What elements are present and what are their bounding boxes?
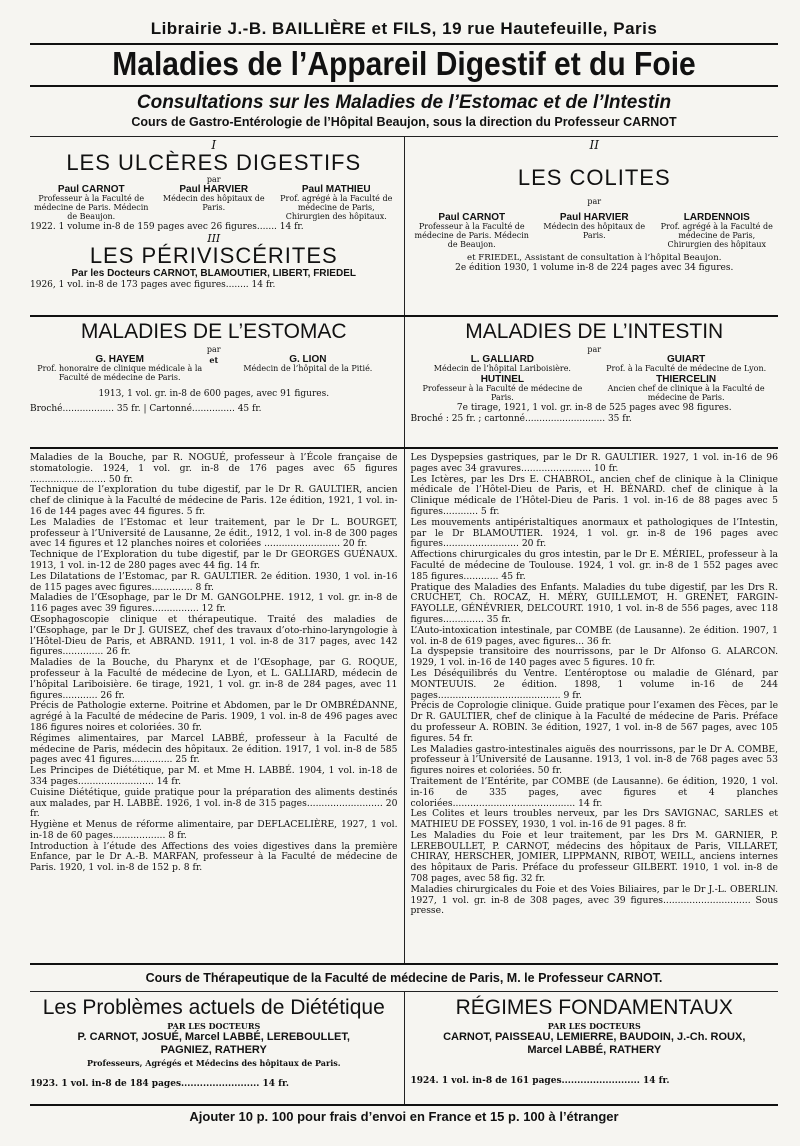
list-item: Les Principes de Diététique, par M. et Mme H. LABBÉ. 1904, 1 vol. in-18 de 334 pages.......................... 14 fr. — [30, 765, 398, 787]
colites-pub: 2e édition 1930, 1 volume in-8 de 224 pages avec 34 figures. — [455, 262, 734, 273]
list-item: Précis de Pathologie externe. Poitrine et Abdomen, par le Dr OMBRÉDANNE, agrégé à la Faculté de médecine de Paris. 1909, 1 vol. in-8 de 496 pages avec 186 figures noires et coloriées. 30 fr. — [30, 700, 398, 733]
list-item: Précis de Coprologie clinique. Guide pratique pour l’examen des Fèces, par le Dr R. GAULTIER, chef de clinique à la Faculté de médecine de Paris. Préface du professeur A. ROBIN. 3e édition, 1927, 1 vol. in-8 de 567 pages, avec 105 figures. 54 fr. — [410, 700, 778, 744]
regimes-authors: CARNOT, PAISSEAU, LEMIERRE, BAUDOIN, J.-Ch. ROUX, Marcel LABBÉ, RATHERY — [443, 1031, 746, 1057]
list-item: Technique de l’exploration du tube digestif, par le Dr R. GAULTIER, ancien chef de clinique à la Faculté de médecine de Paris. 12e édition, 1921, 1 vol. in-16 de 144 pages avec 44 figures. 5 fr. — [30, 484, 398, 517]
ulceres-authors — [30, 184, 398, 221]
et-label: et — [209, 355, 219, 366]
author: Paul MATHIEU Prof. agrégé à la Faculté de médecine de Paris, Chirurgien des hôpitaux. — [280, 184, 393, 221]
author: GUIART Prof. à la Faculté de médecine de Lyon. — [606, 354, 767, 374]
list-item: Les mouvements antipéristaltiques anormaux et pathologiques de l’Intestin, par le Dr BLAMOUTIER. 1924, 1 vol. gr. in-8 de 196 pages avec figures.......................... 20 fr. — [410, 516, 778, 550]
problemes-pub: 1923. 1 vol. in-8 de 184 pages......................... 14 fr. — [30, 1078, 290, 1089]
problemes-authors: P. CARNOT, JOSUÉ, Marcel LABBÉ, LEREBOULLET, PAGNIEZ, RATHERY — [77, 1031, 350, 1057]
estomac-title: MALADIES DE L’ESTOMAC — [80, 320, 347, 343]
author: G. LION Médecin de l’hôpital de la Pitié. — [243, 354, 373, 374]
par-label: PAR LES DOCTEURS — [167, 1021, 261, 1031]
regimes-pub: 1924. 1 vol. in-8 de 161 pages......................... 14 fr. — [410, 1076, 670, 1087]
right-list — [404, 449, 779, 963]
regimes-block — [404, 992, 779, 1104]
list-item: Cuisine Diététique, guide pratique pour la préparation des aliments destinés aux malades, par H. LABBÉ. 1926, 1 vol. in-8 de 315 pages.......................... 20 fr. — [30, 786, 398, 820]
intestin-price: Broché : 25 fr. ; cartonné............................ 35 fr. — [410, 413, 632, 424]
list-item: Affections chirurgicales du gros intestin, par le Dr E. MÉRIEL, professeur à la Faculté de médecine de Toulouse. 1924, 1 vol. gr. in-8 de 1 552 pages avec 185 figures............ 45 fr. — [410, 549, 778, 582]
par-label: par — [206, 345, 221, 354]
par-label: par — [587, 197, 602, 206]
author: THIERCELIN Ancien chef de clinique à la Faculté de médecine de Paris. — [607, 374, 765, 402]
ulceres-pub: 1922. 1 volume in-8 de 159 pages avec 26 figures....... 14 fr. — [30, 221, 304, 232]
list-item: Les Déséquilibrés du Ventre. L’entéroptose ou maladie de Glénard, par MONTEUUIS. 2e édition. 1898, 1 volume in-16 de 244 pages.......................................... 9 fr. — [410, 667, 778, 701]
subtitle: Consultations sur les Maladies de l’Estomac et de l’Intestin — [136, 92, 672, 113]
list-item: Introduction à l’étude des Affections des voies digestives dans la première Enfance, par le Dr A.-B. MARFAN, professeur à la Faculté de médecine de Paris. 1920, 1 vol. in-8 de 152 p. 8 fr. — [30, 840, 398, 874]
par-label: par — [587, 345, 602, 354]
author: Paul CARNOT Professeur à la Faculté de médecine de Paris. Médecin de Beaujon. — [414, 212, 529, 249]
list-item: Les Ictères, par les Drs E. CHABROL, ancien chef de clinique à la Clinique médicale de l’Hôtel-Dieu de Paris, et H. BÉNARD. chef de clinique à la Clinique médicale de l’Hôtel-Dieu de Paris. 1 vol. in-16 de 88 pages avec 5 figures............ 5 fr. — [410, 473, 778, 517]
course-line: Cours de Gastro-Entérologie de l’Hôpital Beaujon, sous la direction du Professeur CARNOT — [131, 115, 677, 129]
list-item: Maladies de la Bouche, du Pharynx et de l’Œsophage, par G. ROQUE, professeur à la Faculté de médecine de Lyon, et L. GALLIARD, médecin de l’hôpital Lariboisière. 6e tirage, 1921, 1 vol. gr. in-8 de 284 pages, avec 11 figures............ 26 fr. — [30, 657, 398, 701]
publisher-line: Librairie J.-B. BAILLIÈRE et FILS, 19 rue Hautefeuille, Paris — [150, 19, 658, 38]
left-list — [30, 449, 404, 963]
problemes-block — [30, 992, 404, 1104]
list-item: Technique de l’Exploration du tube digestif, par le Dr GEORGES GUÉNAUX. 1913, 1 vol. in-12 de 280 pages avec 44 fig. 14 fr. — [30, 549, 398, 571]
footer-note: Ajouter 10 p. 100 pour frais d’envoi en France et 15 p. 100 à l’étranger — [189, 1109, 619, 1124]
list-item: Les Colites et leurs troubles nerveux, par les Drs SAVIGNAC, SARLES et MATHIEU DE FOSSEY, 1930, 1 vol. in-16 de 91 pages. 8 fr. — [410, 808, 778, 831]
ulceres-title: LES ULCÈRES DIGESTIFS — [66, 150, 362, 175]
intestin-authors-1 — [411, 354, 779, 374]
page — [30, 18, 778, 1138]
author: HUTINEL Professeur à la Faculté de médecine de Paris. — [422, 374, 583, 402]
list-item: Œsophagoscopie clinique et thérapeutique. Traité des maladies de l’Œsophage, par le Dr J. GUISEZ, chef des travaux d’oto-rhino-laryngologie à l’Hôtel-Dieu de Paris, et ABRAND. 1911, 1 vol. in-8 de 317 pages, avec 142 figures.............. 26 fr. — [30, 613, 398, 658]
list-item: Pratique des Maladies des Enfants. Maladies du tube digestif, par les Drs R. CRUCHET, Ch. ROCAZ, H. MÉRY, GUILLEMOT, H. GRENET, FARGIN-FAYOLLE, GÉNÉVRIER, DELCOURT. 1910, 1 vol. in-8 de 556 pages, avec 118 figures.............. 35 fr. — [410, 581, 778, 625]
therapeutique-line: Cours de Thérapeutique de la Faculté de médecine de Paris, M. le Professeur CARNOT. — [145, 971, 663, 985]
estomac-block — [30, 317, 404, 447]
list-item: Hygiène et Menus de réforme alimentaire, par DEFLACELIÈRE, 1927, 1 vol. in-18 de 60 pages.................. 8 fr. — [30, 819, 398, 841]
problemes-title: Les Problèmes actuels de Diététique — [42, 996, 385, 1019]
colites-authors — [411, 212, 779, 249]
par-label: PAR LES DOCTEURS — [547, 1021, 641, 1031]
list-item: Traitement de l’Entérite, par COMBE (de Lausanne). 6e édition, 1920, 1 vol. in-16 de 335 pages, avec figures et 4 planches coloriées.......................................... 14 fr. — [410, 775, 778, 809]
list-item: Maladies de la Bouche, par R. NOGUÉ, professeur à l’École française de stomatologie. 1924, 1 vol. gr. in-8 de 176 pages avec 65 figures .......................... 50 fr. — [30, 452, 398, 485]
list-item: Les Dyspepsies gastriques, par le Dr R. GAULTIER. 1927, 1 vol. in-16 de 96 pages avec 34 gravures........................ 10 fr. — [410, 452, 778, 474]
list-item: Les Dilatations de l’Estomac, par R. GAULTIER. 2e édition. 1930, 1 vol. in-16 de 115 pages avec figures.............. 8 fr. — [30, 570, 398, 593]
main-title: Maladies de l’Appareil Digestif et du Foie — [112, 46, 696, 83]
list-item: Régimes alimentaires, par Marcel LABBÉ, professeur à la Faculté de médecine de Paris, médecin des hôpitaux. 2e édition. 1917, 1 vol. in-8 de 585 pages avec 41 figures.............. 25 fr. — [30, 732, 398, 766]
list-item: Les Maladies gastro-intestinales aiguës des nourrissons, par le Dr A. COMBE, professeur à l’Université de Lausanne. 1913, 1 vol. in-8 de 768 pages avec 53 figures noires et coloriées. 50 fr. — [410, 743, 778, 777]
estomac-price: Broché.................. 35 fr. | Cartonné............... 45 fr. — [30, 404, 262, 414]
intestin-pub: 7e tirage, 1921, 1 vol. gr. in-8 de 525 pages avec 98 figures. — [456, 402, 732, 413]
par-label: par — [206, 175, 221, 184]
intestin-block — [404, 317, 779, 447]
list-item: Les Maladies de l’Estomac et leur traitement, par le Dr L. BOURGET, professeur à l’Université de Lausanne, 2e édit., 1912, 1 vol. in-8 de 300 pages avec 14 figures et 12 planches noires et coloriées .......................... 20 fr. — [30, 516, 398, 550]
list-item: Les Maladies du Foie et leur traitement, par les Drs M. GARNIER, P. LEREBOULLET, P. CARNOT, médecins des hôpitaux de Paris, VILLARET, CHIRAY, HERSCHER, JOMIER, LIPPMANN, RIBOT, WEILL, anciens internes des hôpitaux de Paris. Préface du professeur GILBERT. 1910, 1 vol. in-8 de 708 pages, avec 58 fig. 32 fr. — [410, 829, 778, 885]
author: LARDENNOIS Prof. agrégé à la Faculté de médecine de Paris, Chirurgien des hôpitaux — [660, 212, 773, 249]
estomac-authors — [30, 354, 398, 383]
colites-title: LES COLITES — [517, 165, 671, 190]
author: L. GALLIARD Médecin de l’hôpital Lariboisière. — [433, 354, 571, 374]
intestin-title: MALADIES DE L’INTESTIN — [465, 320, 724, 343]
author: G. HAYEM Prof. honoraire de clinique médicale à la Faculté de médecine de Paris. — [37, 354, 203, 383]
list-item: Maladies de l’Œsophage, par le Dr M. GANGOLPHE. 1912, 1 vol. gr. in-8 de 116 pages avec 39 figures................ 12 fr. — [30, 592, 398, 615]
author: Paul HARVIER Médecin des hôpitaux de Paris. — [543, 212, 646, 241]
list-item: Maladies chirurgicales du Foie et des Voies Biliaires, par le Dr J.-L. OBERLIN. 1927, 1 vol. gr. in-8 de 308 pages, avec 39 figures.............................. Sous presse. — [410, 883, 778, 917]
colites-extra: et FRIEDEL, Assistant de consultation à l’hôpital Beaujon. — [467, 252, 722, 263]
block-number: II — [589, 138, 599, 152]
regimes-title: RÉGIMES FONDAMENTAUX — [455, 996, 733, 1019]
perivisc-authors: Par les Docteurs CARNOT, BLAMOUTIER, LIBERT, FRIEDEL — [71, 267, 356, 279]
perivisc-title: LES PÉRIVISCÉRITES — [89, 242, 338, 268]
ulceres-block — [30, 137, 404, 315]
intestin-authors-2 — [411, 374, 779, 403]
colites-block — [404, 137, 779, 315]
author: Paul HARVIER Médecin des hôpitaux de Paris. — [162, 184, 265, 213]
block-number: I — [211, 138, 217, 152]
perivisc-pub: 1926, 1 vol. in-8 de 173 pages avec figures........ 14 fr. — [30, 279, 276, 290]
problemes-desc: Professeurs, Agrégés et Médecins des hôpitaux de Paris. — [86, 1058, 341, 1069]
list-item: La dyspepsie transitoire des nourrissons, par le Dr Alfonso G. ALARCON. 1929, 1 vol. in-16 de 140 pages avec 5 figures. 10 fr. — [410, 646, 778, 669]
estomac-pub: 1913, 1 vol. gr. in-8 de 600 pages, avec 91 figures. — [98, 389, 330, 399]
list-item: L’Auto-intoxication intestinale, par COMBE (de Lausanne). 2e édition. 1907, 1 vol. in-8 de 619 pages, avec figures... 36 fr. — [410, 624, 778, 647]
block-number: III — [207, 231, 221, 245]
author: Paul CARNOT Professeur à la Faculté de médecine de Paris. Médecin de Beaujon. — [34, 184, 149, 221]
